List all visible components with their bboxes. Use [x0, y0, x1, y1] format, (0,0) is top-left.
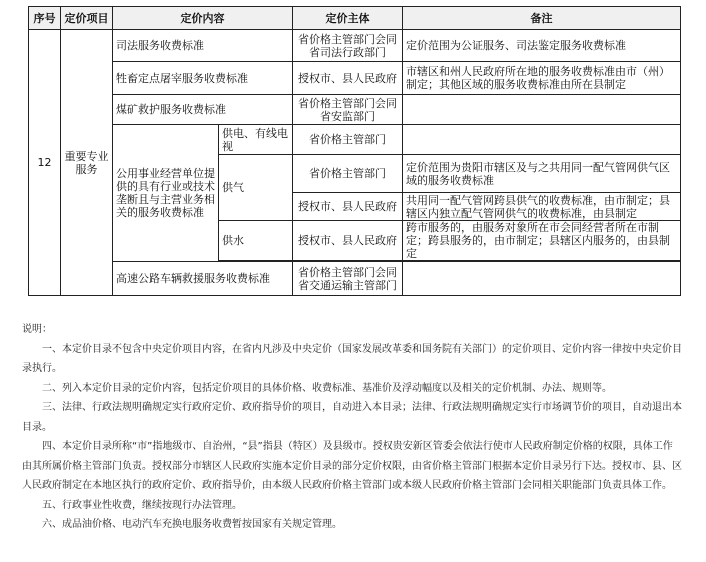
table-row: [29, 30, 681, 62]
cell-subject: 授权市、县人民政府: [293, 221, 403, 261]
header-item: 定价项目: [61, 7, 113, 30]
header-seq: 序号: [29, 7, 61, 30]
cell-subcontent: 供水: [219, 221, 293, 261]
cell-subcontent: 供气: [219, 155, 293, 221]
cell-subject: 省价格主管部门会同省安监部门: [293, 95, 403, 125]
cell-subject: 省价格主管部门: [293, 125, 403, 155]
cell-remark: [403, 95, 681, 125]
cell-group-content: 公用事业经营单位提供的具有行业或技术垄断且与主营业务相关的服务收费标准: [113, 125, 219, 262]
header-remark: 备注: [403, 7, 681, 30]
cell-content: 牲畜定点屠宰服务收费标准: [113, 62, 293, 95]
note-paragraph-3: 三、法律、行政法规明确规定实行政府定价、政府指导价的项目，自动进入本目录；法律、行政法规明确规定实行市场调节价的项目，自动退出本目录。: [22, 402, 682, 433]
table-row: [29, 262, 681, 296]
cell-content: 司法服务收费标准: [113, 30, 293, 62]
table-row: [29, 95, 681, 125]
pricing-catalog-table: [28, 6, 681, 296]
cell-remark: 市辖区和州人民政府所在地的服务收费标准由市（州）制定；其他区域的服务收费标准由所在县制定: [403, 62, 681, 95]
cell-subject: 省价格主管部门会同省司法行政部门: [293, 30, 403, 62]
notes-title: 说明：: [22, 324, 52, 335]
cell-subject: 授权市、县人民政府: [293, 193, 403, 221]
cell-remark: [403, 262, 681, 296]
cell-remark: [403, 125, 681, 155]
note-paragraph-4: 四、本定价目录所称“市”指地级市、自治州，“县”指县（特区）及县级市。授权贵安新区管委会依法行使市人民政府制定价格的权限，具体工作由其所属价格主管部门负责。授权部分市辖区人民政府实施本定价目录的部分定价权限，由省价格主管部门根据本定价目录另行下达。授权市、县、区人民政府制定在本地区执行的政府定价、政府指导价，由本级人民政府价格主管部门或本级人民政府价格主管部门会同相关职能部门负责具体工作。: [22, 441, 682, 491]
note-paragraph-6: 六、成品油价格、电动汽车充换电服务收费暂按国家有关规定管理。: [42, 519, 342, 530]
header-subject: 定价主体: [293, 7, 403, 30]
cell-subcontent: 供电、有线电视: [219, 125, 293, 155]
table-row: [29, 125, 681, 155]
note-paragraph-1: 一、本定价目录不包含中央定价项目内容，在省内凡涉及中央定价（国家发展改革委和国务院有关部门）的定价项目、定价内容一律按中央定价目录执行。: [22, 343, 682, 374]
notes-section: [22, 320, 682, 535]
cell-content: 煤矿救护服务收费标准: [113, 95, 293, 125]
cell-remark: 定价范围为贵阳市辖区及与之共用同一配气管网供气区域的服务收费标准: [403, 155, 681, 193]
cell-content: 高速公路车辆救援服务收费标准: [113, 262, 293, 296]
cell-remark: 共用同一配气管网跨县供气的收费标准，由市制定；县辖区内独立配气管网供气的收费标准，由县制定: [403, 193, 681, 221]
cell-seq: 12: [29, 30, 61, 296]
cell-remark: 跨市服务的，由服务对象所在市会同经营者所在市制定；跨县服务的，由市制定；县辖区内服务的，由县制定: [403, 221, 681, 261]
table-row: [29, 62, 681, 95]
cell-item: 重要专业服务: [61, 30, 113, 296]
note-paragraph-5: 五、行政事业性收费，继续按现行办法管理。: [42, 499, 242, 511]
cell-subject: 授权市、县人民政府: [293, 62, 403, 95]
cell-remark: 定价范围为公证服务、司法鉴定服务收费标准: [403, 30, 681, 62]
table-header-row: [29, 7, 681, 30]
header-content: 定价内容: [113, 7, 293, 30]
note-paragraph-2: 二、列入本定价目录的定价内容，包括定价项目的具体价格、收费标准、基准价及浮动幅度以及相关的定价机制、办法、规则等。: [42, 382, 612, 394]
cell-subject: 省价格主管部门会同省交通运输主管部门: [293, 262, 403, 296]
cell-subject: 省价格主管部门: [293, 155, 403, 193]
